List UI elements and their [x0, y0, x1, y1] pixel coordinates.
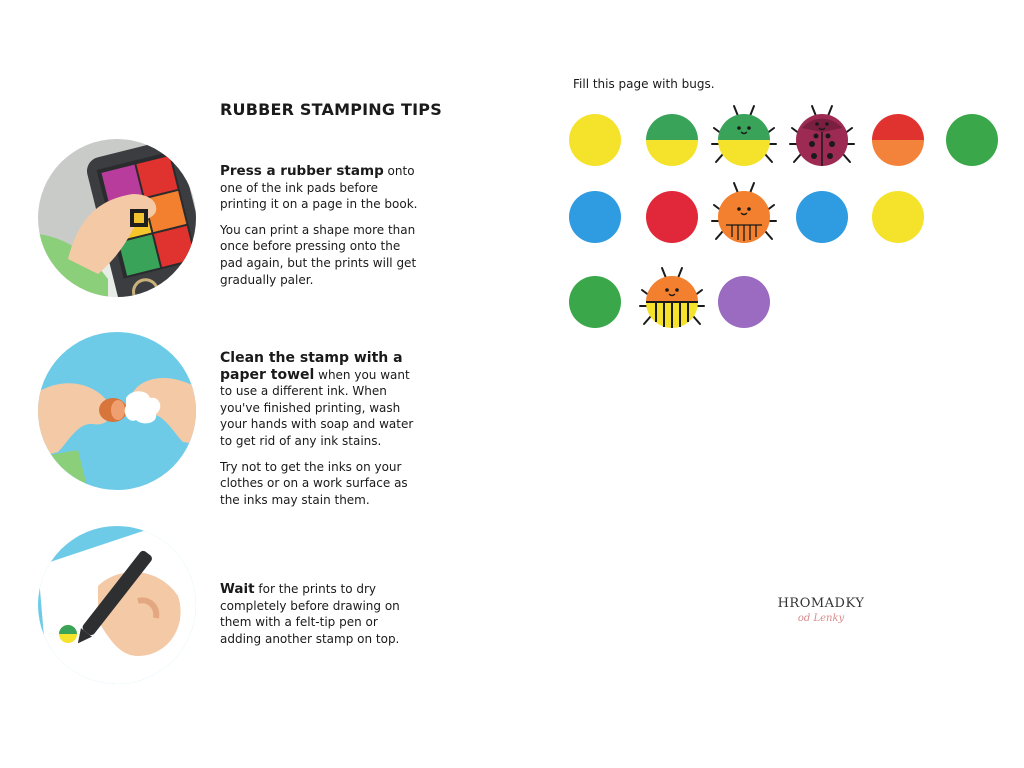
tip-lead: Press a rubber stamp	[220, 163, 384, 179]
publisher-logo	[762, 596, 880, 624]
ladybug-stamp	[796, 114, 848, 166]
tip-text: when you want to use a different ink. When you've finished printing, wash your hands with soap and water to get rid of any ink stains.	[220, 367, 414, 448]
stamp-dot	[569, 191, 621, 243]
bee-stamp	[646, 276, 698, 328]
drawing-pen-illustration	[38, 526, 196, 684]
beetle-stamp	[718, 191, 770, 243]
tip-text: for the prints to dry completely before drawing on them with a felt-tip pen or adding another stamp on top.	[220, 582, 400, 646]
fill-instruction: Fill this page with bugs.	[573, 77, 715, 91]
tip-press-stamp	[220, 163, 420, 297]
stamp-dot	[569, 114, 621, 166]
tip-clean-stamp	[220, 350, 420, 517]
tip-wait	[220, 581, 420, 656]
logo-sub-text: od Lenky	[797, 613, 845, 624]
stamp-dot	[872, 191, 924, 243]
tip-lead: Wait	[220, 581, 255, 597]
tip-lead: Clean the stamp with a paper towel	[220, 350, 403, 383]
stamp-dot	[946, 114, 998, 166]
bug-stamp	[718, 114, 770, 166]
stamp-dot	[796, 191, 848, 243]
cleaning-stamp-illustration	[38, 332, 196, 490]
tip-paragraph: You can print a shape more than once before pressing onto the pad again, but the prints will get gradually paler.	[220, 222, 417, 287]
stamp-dot	[872, 114, 924, 166]
stamp-dot	[646, 114, 698, 166]
stamp-dot	[718, 276, 770, 328]
tip-text: onto one of the ink pads before printing it on a page in the book.	[220, 164, 418, 212]
tip-paragraph: Try not to get the inks on your clothes or on a work surface as the inks may stain them.	[220, 459, 408, 507]
stamp-on-ink-pad-illustration	[38, 139, 196, 297]
page-title: RUBBER STAMPING TIPS	[220, 100, 442, 119]
stamp-dot	[569, 276, 621, 328]
logo-main-text: HROMADKY	[777, 596, 865, 611]
stamp-dot	[646, 191, 698, 243]
